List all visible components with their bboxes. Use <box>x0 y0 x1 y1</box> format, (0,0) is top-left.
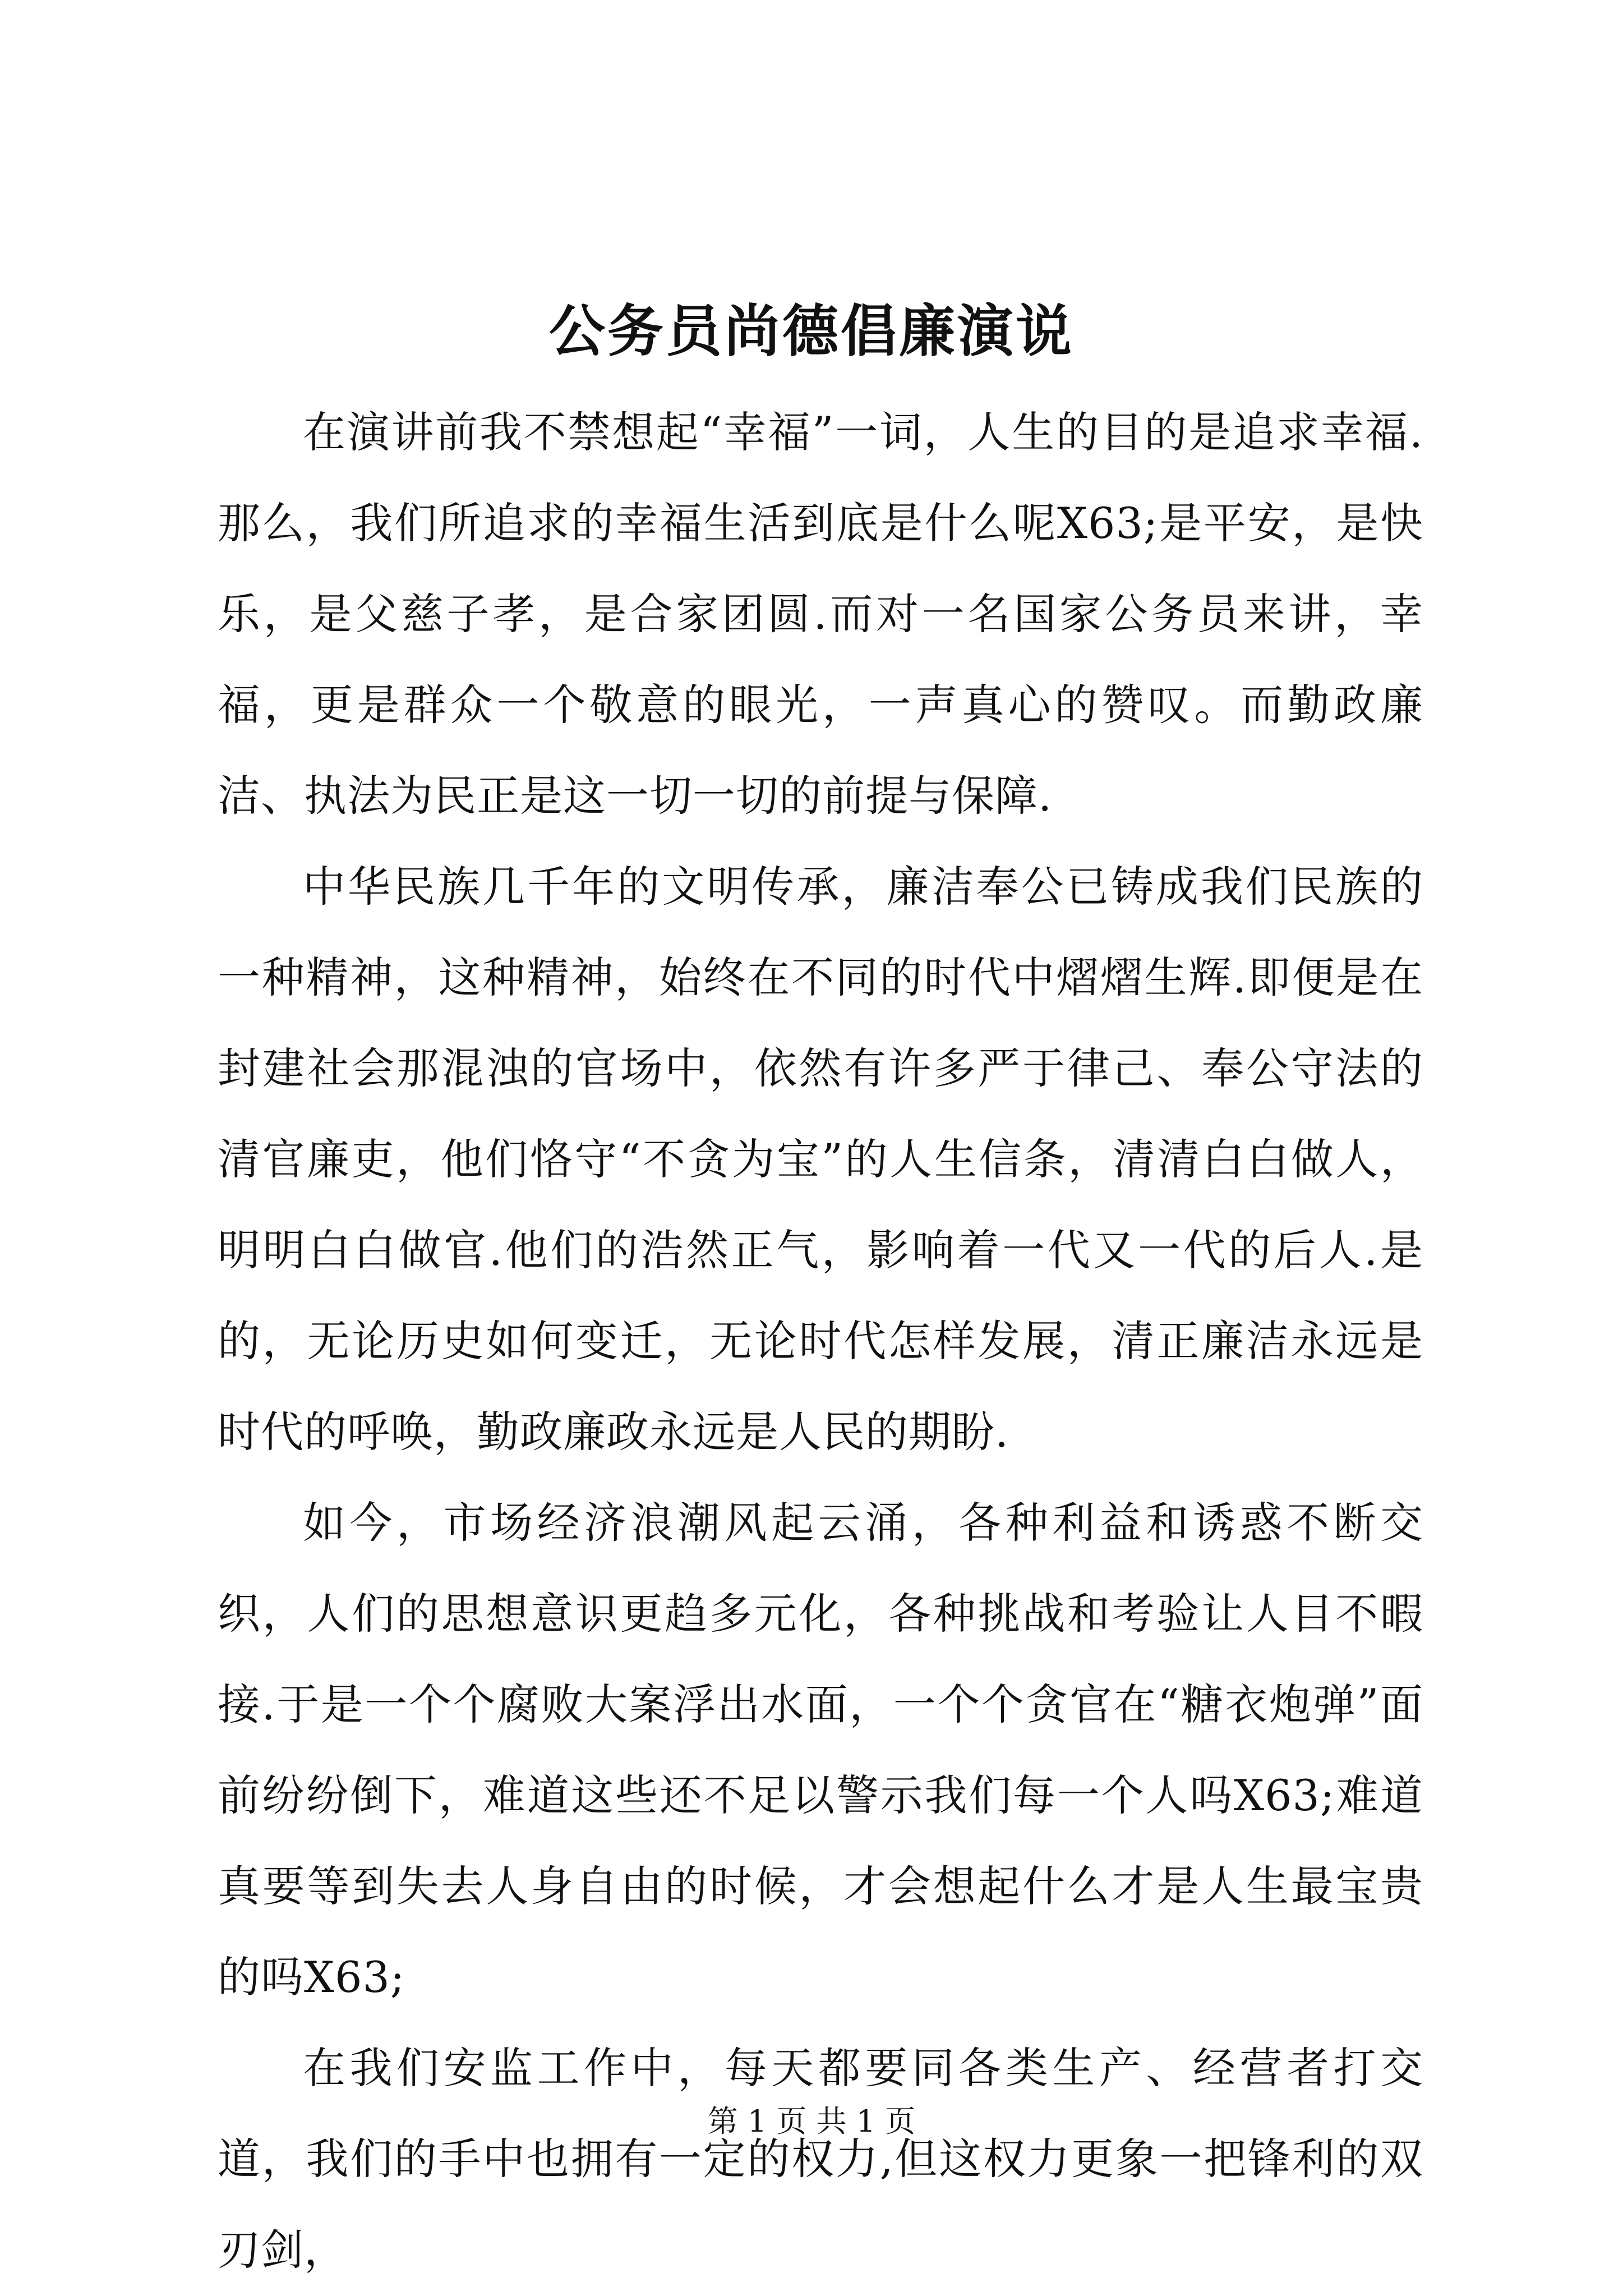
paragraph-1: 在演讲前我不禁想起“幸福”一词，人生的目的是追求幸福.那么，我们所追求的幸福生活到底是什么呢X63;是平安，是快乐，是父慈子孝，是合家团圆.而对一名国家公务员来讲，幸福，更是群众一个敬意的眼光，一声真心的赞叹。而勤政廉洁、执法为民正是这一切一切的前提与保障. <box>218 407 1423 821</box>
document-title: 公务员尚德倡廉演说 <box>549 298 1074 364</box>
paragraph-3: 如今，市场经济浪潮风起云涌，各种利益和诱惑不断交织，人们的思想意识更趋多元化，各种挑战和考验让人目不暇接.于是一个个腐败大案浮出水面，一个个贪官在“糖衣炮弹”面前纷纷倒下，难道这些还不足以警示我们每一个人吗X63;难道真要等到失去人身自由的时候，才会想起什么才是人生最宝贵的吗X63; <box>218 1498 1423 2002</box>
page-footer: 第 1 页 共 1 页 <box>707 2104 916 2139</box>
paragraph-4: 在我们安监工作中，每天都要同各类生产、经营者打交道，我们的手中也拥有一定的权力,但这权力更象一把锋利的双刃剑， <box>218 2043 1423 2275</box>
document-body <box>218 387 1423 2295</box>
paragraph-2: 中华民族几千年的文明传承，廉洁奉公已铸成我们民族的一种精神，这种精神，始终在不同的时代中熠熠生辉.即便是在封建社会那混浊的官场中，依然有许多严于律己、奉公守法的清官廉吏，他们恪守“不贪为宝”的人生信条，清清白白做人，明明白白做官.他们的浩然正气，影响着一代又一代的后人.是的，无论历史如何变迁，无论时代怎样发展，清正廉洁永远是时代的呼唤，勤政廉政永远是人民的期盼. <box>218 862 1423 1457</box>
